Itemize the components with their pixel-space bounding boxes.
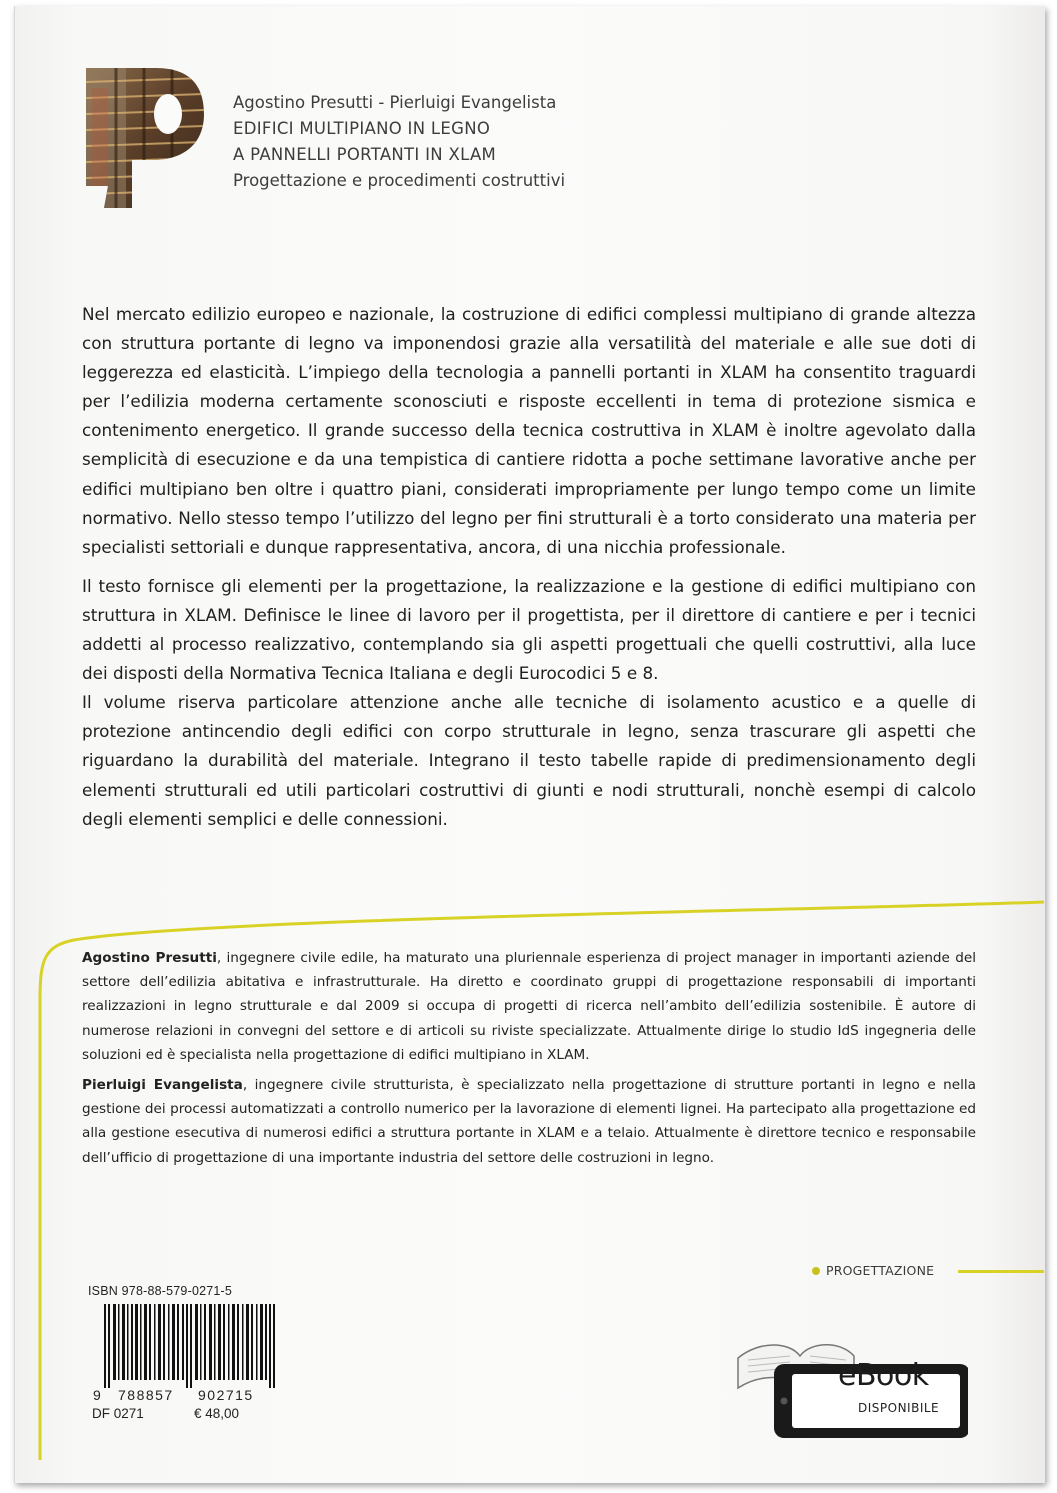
ebook-label: eBook	[838, 1358, 929, 1393]
description-paragraph-2: Il testo fornisce gli elementi per la progettazione, la realizzazione e la gestione di edifici multipiano con struttura in XLAM. Definisce le linee di lavoro per il progettista, per il direttore di cantiere e per i tecnici addetti al processo realizzativo, contemplando sia gli aspetti progettuali che quelli costruttivi, alla luce dei disposti della Normativa Tecnica Italiana e degli Eurocodici 5 e 8.	[82, 575, 976, 684]
bio-text-evangelista: , ingegnere civile strutturista, è specializzato nella progettazione di strutture portanti in legno e nella gestione dei processi automatizzati a controllo numerico per la lavorazione di elementi lignei. Ha partecipato alla progettazione ed alla gestione esecutiva di numerosi edifici a struttura portante in XLAM e a telaio. Attualmente è direttore tecnico e responsabile dell’ufficio di progettazione di una importante industria del settore delle costruzioni in legno.	[82, 1077, 977, 1166]
barcode-icon	[88, 1304, 288, 1388]
book-header	[233, 90, 565, 194]
series-dot-icon	[812, 1267, 820, 1275]
isbn: ISBN 978-88-579-0271-5	[88, 1284, 233, 1298]
barcode-digit-first: 9	[93, 1387, 101, 1403]
series-line	[958, 1270, 1044, 1273]
publisher-logo-icon	[86, 68, 204, 208]
product-code: DF 0271	[92, 1406, 144, 1421]
barcode-block	[88, 1284, 288, 1424]
barcode-digits-right: 902715	[198, 1387, 254, 1403]
description-paragraph-3: Il volume riserva particolare attenzione anche alle tecniche di isolamento acustico e a quelle di protezione antincendio degli edifici con corpo strutturale in legno, senza trascurare gli aspetti che riguardano la durabilità del materiale. Integrano il testo tabelle rapide di predimensionamento degli elementi strutturali ed utili particolari costruttivi di giunti e nodi strutturali, nonchè esempi di calcolo degli elementi semplici e delle connessioni.	[82, 692, 976, 829]
bio-text-presutti: , ingegnere civile edile, ha maturato una pluriennale esperienza di project manager in importanti aziende del settore dell’edilizia abitativa e infrastrutturale. Ha diretto e coordinato gruppi di progettazione responsabili di importanti realizzazioni in legno strutturale e dal 2009 si occupa di progetti di ricerca nell’ambito dell’edilizia sostenibile. È autore di numerose relazioni in convegni del settore e di articoli su riviste specializzate. Attualmente dirige lo studio IdS ingegneria delle soluzioni ed è specialista nella progettazione di edifici multipiano in XLAM.	[82, 950, 976, 1063]
bio-name-evangelista: Pierluigi Evangelista	[82, 1077, 243, 1094]
title-line-1: EDIFICI MULTIPIANO IN LEGNO	[233, 119, 491, 138]
price: € 48,00	[194, 1406, 240, 1421]
description	[82, 300, 976, 834]
bio-name-presutti: Agostino Presutti	[82, 950, 217, 966]
barcode-digits-left: 788857	[118, 1387, 174, 1403]
ebook-available: DISPONIBILE	[858, 1401, 940, 1415]
subtitle: Progettazione e procedimenti costruttivi	[233, 171, 566, 190]
description-paragraph-1: Nel mercato edilizio europeo e nazionale, la costruzione di edifici complessi multipiano di grande altezza con struttura portante di legno va imponendosi grazie alla versatilità del materiale e alle sue doti di leggerezza ed elasticità. L’impiego della tecnologia a pannelli portanti in XLAM ha consentito traguardi per l’edilizia moderna certamente sconosciuti e risposte eccellenti in tema di protezione sismica e contenimento energetico. Il grande successo della tecnica costruttiva in XLAM è inoltre agevolato dalla semplicità di esecuzione e da una tempistica di cantiere ridotta a poche settimane lavorative anche per edifici multipiano ben oltre i quattro piani, considerati impropriamente per lungo tempo come un limite normativo. Nello stesso tempo l’utilizzo del legno per fini strutturali è a torto considerato una materia per specialisti settoriali e dunque rappresentativa, ancora, di una nicchia professionale.	[82, 304, 976, 557]
series-tag: PROGETTAZIONE	[826, 1263, 935, 1278]
authors: Agostino Presutti - Pierluigi Evangelista	[233, 93, 557, 112]
title-line-2: A PANNELLI PORTANTI IN XLAM	[233, 145, 497, 164]
